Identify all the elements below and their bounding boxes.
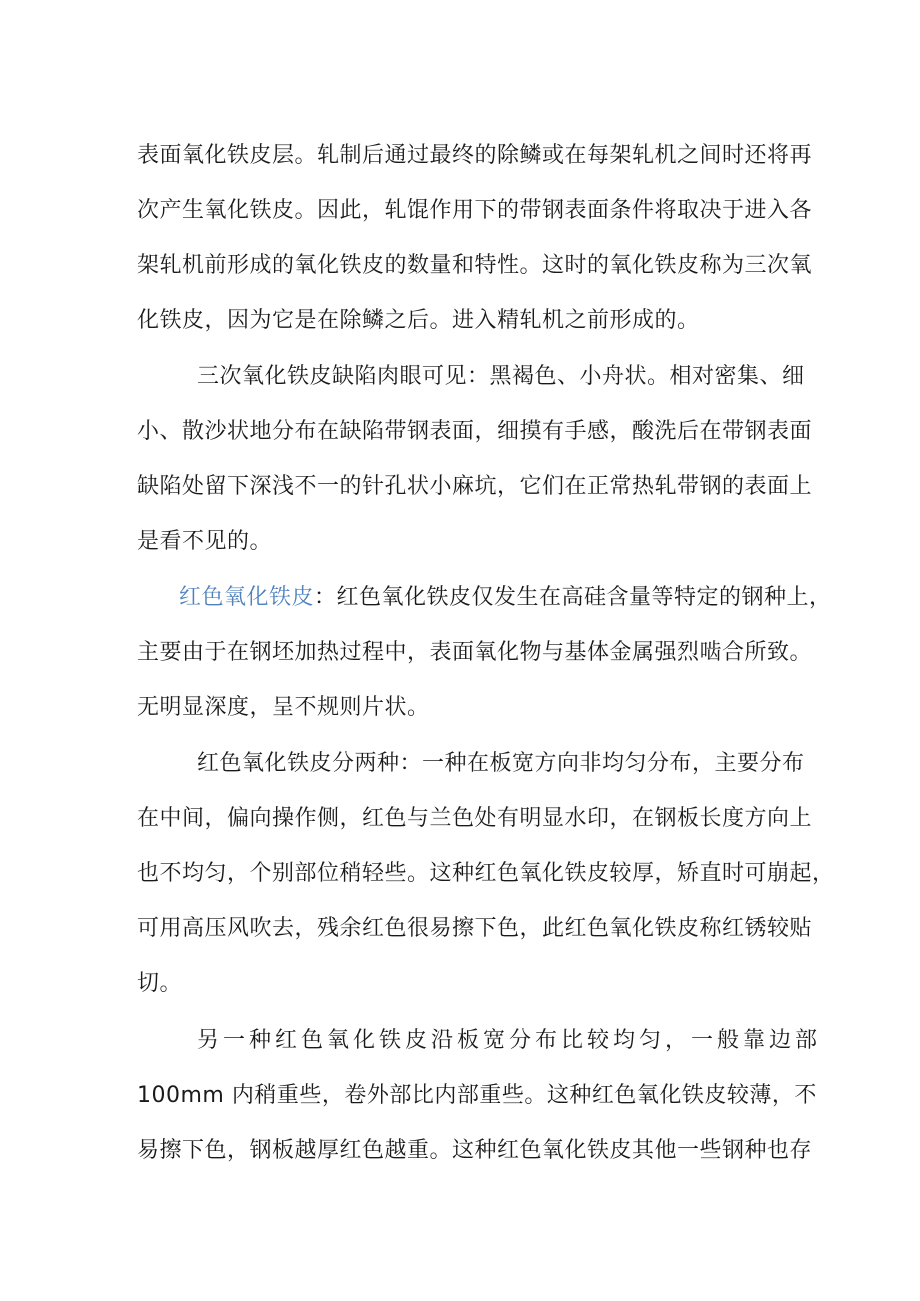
paragraph-3-line-1 <box>179 583 832 613</box>
paragraph-4-line-4: 可用高压风吹去，残余红色很易擦下色，此红色氧化铁皮称红锈较贴 <box>137 916 813 941</box>
term-red-scale: 红色氧化铁皮 <box>179 585 315 610</box>
paragraph-4-line-5: 切。 <box>137 971 183 996</box>
paragraph-4-line-1: 红色氧化铁皮分两种：一种在板宽方向非均匀分布，主要分布 <box>197 751 805 776</box>
paragraph-5-line-1: 另一种红色氧化铁皮沿板宽分布比较均匀，一般靠边部 <box>197 1028 822 1053</box>
paragraph-5-line-2: 100mm 内稍重些，卷外部比内部重些。这种红色氧化铁皮较薄，不 <box>137 1083 817 1108</box>
paragraph-3-line-3: 无明显深度，呈不规则片状。 <box>137 695 430 720</box>
paragraph-3-line-2: 主要由于在钢坯加热过程中，表面氧化物与基体金属强烈啮合所致。 <box>137 640 813 665</box>
paragraph-2-line-1: 三次氧化铁皮缺陷肉眼可见：黑褐色、小舟状。相对密集、细 <box>197 364 805 389</box>
paragraph-2-line-4: 是看不见的。 <box>137 529 273 554</box>
paragraph-1-line-4: 化铁皮，因为它是在除鳞之后。进入精轧机之前形成的。 <box>137 308 700 333</box>
paragraph-4-line-3: 也不均匀，个别部位稍轻些。这种红色氧化铁皮较厚，矫直时可崩起， <box>137 861 835 886</box>
paragraph-1-line-1: 表面氧化铁皮层。轧制后通过最终的除鳞或在每架轧机之间时还将再 <box>137 143 813 168</box>
paragraph-2-line-3: 缺陷处留下深浅不一的针孔状小麻坑，它们在正常热轧带钢的表面上 <box>137 474 813 499</box>
paragraph-1-line-2: 次产生氧化铁皮。因此，轧馄作用下的带钢表面条件将取决于进入各 <box>137 198 813 223</box>
paragraph-5-line-3: 易擦下色，钢板越厚红色越重。这种红色氧化铁皮其他一些钢种也存 <box>137 1138 813 1163</box>
paragraph-3-line-1-rest: ：红色氧化铁皮仅发生在高硅含量等特定的钢种上， <box>314 585 832 610</box>
paragraph-4-line-2: 在中间，偏向操作侧，红色与兰色处有明显水印，在钢板长度方向上 <box>137 806 813 831</box>
paragraph-2-line-2: 小、散沙状地分布在缺陷带钢表面，细摸有手感，酸洗后在带钢表面 <box>137 419 813 444</box>
paragraph-1-line-3: 架轧机前形成的氧化铁皮的数量和特性。这时的氧化铁皮称为三次氧 <box>137 253 813 278</box>
